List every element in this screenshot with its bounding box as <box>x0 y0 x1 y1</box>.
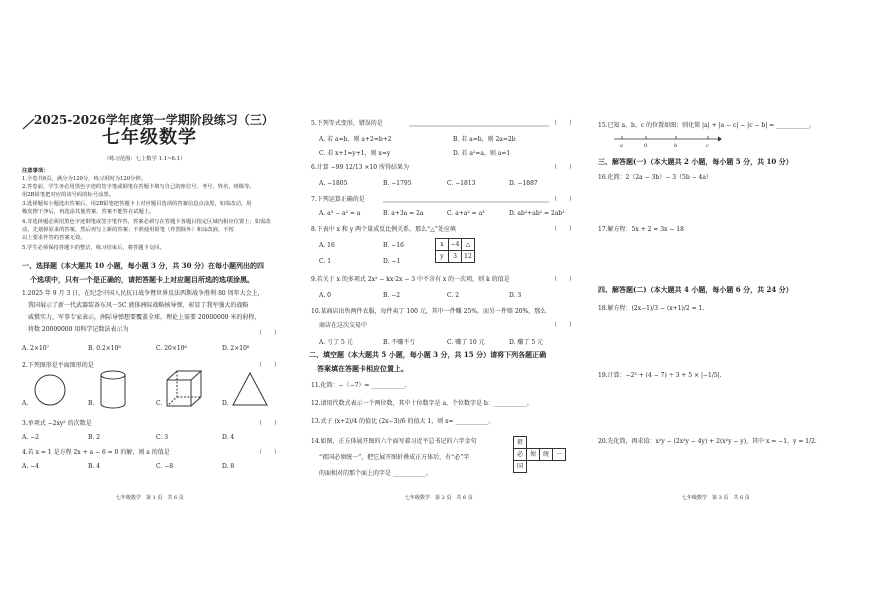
cube-face: 统 <box>539 448 553 461</box>
q6-option-b: B. −1795 <box>383 180 412 187</box>
table-cell: x <box>436 239 449 251</box>
q10-line: 10.某商店出售两件衣服，每件卖了 100 元，其中一件赚 25%，而另一件赔 20%，那么 <box>311 308 547 315</box>
cube-face: 须 <box>526 448 540 461</box>
q8-option-d: D. −1 <box>383 258 401 265</box>
q18-stem: 18.解方程：(2x−1)/3 − (x+1)/2 = 1. <box>598 305 705 312</box>
q1-option-d: D. 2×10⁸ <box>222 345 250 352</box>
note-item: 5.学生必须保持答题卡的整洁，练习结束后，将答题卡交回。 <box>22 245 165 251</box>
note-item: 2.答卷前，学生务必用黑色字迹的签字笔或钢笔在答题卡填写自己的座位号、考号、姓名、班级等。 <box>22 184 255 190</box>
q6-option-c: C. −1813 <box>447 180 476 187</box>
q5-option-c: C. 若 x+1=y+1，则 x=y <box>319 150 391 157</box>
table-cell: △ <box>462 239 475 251</box>
q7-answer-paren: （ ） <box>551 196 576 203</box>
q7-option-b: B. a+3a = 2a <box>383 210 424 217</box>
q8-option-b: B. −16 <box>383 242 404 249</box>
q9-option-a: A. 0 <box>319 292 331 299</box>
circle-figure-icon <box>32 372 68 408</box>
q7-option-a: A. a³ − a² = a <box>319 210 361 217</box>
q19-stem: 19.计算：−2³ + (4 − 7) ÷ 3 + 5 × |−1/5|. <box>598 372 722 379</box>
q7-stem: 7.下列运算正确的是 <box>311 196 365 203</box>
q8-answer-paren: （ ） <box>551 226 576 233</box>
q8-table <box>435 238 475 263</box>
section-4-heading: 四、解答题(二)（本大题共 4 小题，每小题 6 分，共 24 分） <box>598 285 793 294</box>
q10-option-b: B. 不赚不亏 <box>383 339 416 346</box>
page-3 <box>592 0 870 615</box>
page-footer: 七年级数学 第 2 页 共 6 页 <box>405 495 473 501</box>
cube-face: 祖 <box>513 436 527 449</box>
q15-stem: 15.已知 a、b、c 的位置如图：则化简 |a| + |a − c| − |c − b| = ___________。 <box>598 122 816 129</box>
q3-option-b: B. 2 <box>88 434 101 441</box>
q10-answer-paren: （ ） <box>551 322 576 329</box>
q10-option-a: A. 亏了 5 元 <box>319 339 353 346</box>
note-item: 动，先划掉原来的答案，然后再写上新的答案；不准使用铅笔（作图除外）和涂改液，不按 <box>22 227 234 233</box>
section-2-heading: 二、填空题（本大题共 5 小题，每小题 3 分，共 15 分）请将下列各题正确 <box>309 350 547 359</box>
q2-option-b: B. <box>88 400 95 407</box>
q5-option-b: B. 若 a=b，则 2a=2b <box>453 136 516 143</box>
q14-line: 14.如图，正方体展开图的六个面写着习近平总书记的六字金句 <box>311 438 477 445</box>
q5-option-d: D. 若 a²=a，则 a=1 <box>453 150 511 157</box>
section-1-heading-cont: 个选项中，只有一个是正确的，请把答题卡上对应题目所选的选项涂黑。 <box>30 275 254 284</box>
q1-line: 威慑实力，军事专家表示，洲际导弹想要覆盖全球，理论上需要 20000000 米的射程， <box>28 314 261 321</box>
number-line-label: c <box>706 143 709 149</box>
q1-option-a: A. 2×10⁷ <box>22 345 50 352</box>
q9-answer-paren: （ ） <box>551 276 576 283</box>
q4-answer-paren: （ ） <box>256 449 281 456</box>
exam-subject: 七年级数学 <box>102 127 197 148</box>
q3-answer-paren: （ ） <box>256 420 281 427</box>
q3-option-a: A. −2 <box>22 434 39 441</box>
section-2-heading-cont: 答案填在答题卡相应位置上。 <box>317 364 408 373</box>
q2-option-c: C. <box>156 400 163 407</box>
section-1-heading: 一、选择题（本大题共 10 小题，每小题 3 分，共 30 分）在每小题列出的四 <box>22 261 264 270</box>
q10-option-c: C. 赚了 10 元 <box>447 339 485 346</box>
page-footer: 七年级数学 第 1 页 共 6 页 <box>116 495 184 501</box>
answer-line <box>409 125 549 127</box>
q9-stem: 9.若关于 x 的多项式 2x² − kx·2x − 3 中不含有 x 的一次项，则 k 的值是 <box>311 276 510 283</box>
note-item: 以上要求作答的答案无效。 <box>22 235 86 241</box>
q5-stem: 5.下列等式变形，错误的是 <box>311 120 383 127</box>
q11-stem: 11.化简：−（−7）= ___________。 <box>311 382 411 389</box>
table-cell: 3 <box>449 251 462 263</box>
note-item: 橡皮擦干净后，再选涂其他答案，答案不能答在试题上。 <box>22 209 155 215</box>
q2-option-a: A. <box>22 400 29 407</box>
q2-stem: 2.下列图形是平面图形的是 <box>22 362 94 369</box>
cube-face: 一 <box>552 448 566 461</box>
section-3-heading: 三、解答题(一)（本大题共 2 小题，每小题 5 分，共 10 分） <box>598 157 793 166</box>
q6-answer-paren: （ ） <box>551 164 576 171</box>
note-item: 用2B铅笔把对应的该号码的标号涂黑。 <box>22 192 115 198</box>
answer-line <box>383 201 549 203</box>
q1-answer-paren: （ ） <box>256 330 281 337</box>
q8-stem: 8.下表中 x 和 y 两个量成反比例关系，那么“△”处应填 <box>311 226 456 233</box>
cube-figure-icon <box>164 368 204 410</box>
q8-option-c: C. 1 <box>319 258 332 265</box>
q5-option-a: A. 若 a=b，则 a+2=b+2 <box>319 136 392 143</box>
note-item: 3.选择题每小题选出答案后，用2B铅笔把答题卡上对应题目选项的答案信息点涂黑，如需改动，用 <box>22 201 252 207</box>
q4-option-a: A. −4 <box>22 463 39 470</box>
q10-line: 商店在这次交易中 <box>319 322 368 329</box>
triangle-figure-icon <box>230 370 270 408</box>
q1-line: 我国展示了新一代武器装备东风－5C 液体洲际战略核导弹，彰显了我军强大的战略 <box>28 302 249 309</box>
page-1 <box>0 0 300 615</box>
q12-stem: 12.请用代数式表示一个两位数，其中十位数字是 a，个位数字是 b：___________。 <box>311 400 533 407</box>
q5-answer-paren: （ ） <box>551 120 576 127</box>
page-footer: 七年级数学 第 3 页 共 6 页 <box>682 495 750 501</box>
exam-title: 2025-2026学年度第一学期阶段练习（三） <box>34 113 274 127</box>
q4-option-d: D. 8 <box>222 463 235 470</box>
q6-option-a: A. −1805 <box>319 180 348 187</box>
q4-stem: 4.若 x = 1 是方程 2x + a − 6 = 0 的解，则 a 的值是 <box>22 449 170 456</box>
number-line-label: a <box>620 143 623 149</box>
q1-line: 1.2025 年 9 月 3 日，在纪念中国人民抗日战争暨世界反法西斯战争胜利 80 周年大会上， <box>22 290 264 297</box>
q17-stem: 17.解方程：5x + 2 = 3x − 18 <box>598 226 684 233</box>
q14-line: “祖国必须统一”，把它展开图折叠成正方体后，有“必”字 <box>319 454 470 461</box>
q10-option-d: D. 赚了 5 元 <box>509 339 544 346</box>
q3-option-c: C. 3 <box>156 434 169 441</box>
q7-option-d: D. ab²+ab² = 2ab² <box>509 210 565 217</box>
q6-option-d: D. −1887 <box>509 180 538 187</box>
number-line-label: b <box>674 143 678 149</box>
q16-stem: 16.化简：2（2a − 3b）− 3（5b − 4a） <box>598 174 712 181</box>
table-cell: 12 <box>462 251 475 263</box>
q2-option-d: D. <box>222 400 229 407</box>
cube-face: 必 <box>513 448 527 461</box>
note-item: 1.全卷共6页，满分为120分，练习用时为120分钟。 <box>22 176 146 182</box>
page-2 <box>305 0 590 615</box>
q7-option-c: C. a+a² = a³ <box>447 210 485 217</box>
q14-line: 的面相对的那个面上的字是 ___________。 <box>319 470 432 477</box>
notes-heading: 注意事项： <box>22 168 49 174</box>
number-line-label: 0 <box>644 143 648 149</box>
q20-stem: 20.先化简，再求值：x²y − (2x²y − 4y) + 2(x²y − y)，其中 x = −1，y = 1/2. <box>598 438 817 445</box>
q1-option-b: B. 0.2×10⁸ <box>88 345 121 352</box>
cube-face: 国 <box>513 460 527 473</box>
note-item: 4.非选择题必须用黑色字迹钢笔或签字笔作答，答案必须写在答题卡各题目指定区域内相应位置上；如需改 <box>22 219 271 225</box>
q1-line: 将数 20000000 用科学记数法表示为 <box>28 326 129 333</box>
q13-stem: 13.式子 (x+2)/4 的值比 (2x−3)/6 的值大 1，则 x= ___________。 <box>311 418 495 425</box>
q3-option-d: D. 4 <box>222 434 235 441</box>
exam-scope: （练习范围：七上数学 1.1~6.1） <box>104 156 186 162</box>
q4-option-b: B. 4 <box>88 463 101 470</box>
q3-stem: 3.单项式 −2xy² 的次数是 <box>22 420 92 427</box>
table-cell: −4 <box>449 239 462 251</box>
q9-option-c: C. 2 <box>447 292 460 299</box>
q8-option-a: A. 16 <box>319 242 335 249</box>
q9-option-d: D. 3 <box>509 292 522 299</box>
table-cell: y <box>436 251 449 263</box>
q9-option-b: B. −2 <box>383 292 401 299</box>
q1-option-c: C. 20×10⁶ <box>156 345 187 352</box>
q2-answer-paren: （ ） <box>256 362 281 369</box>
q4-option-c: C. −8 <box>156 463 174 470</box>
q6-stem: 6.计算 −99 12/13 ×10 所得结果为 <box>311 164 409 171</box>
cylinder-figure-icon <box>98 370 128 410</box>
